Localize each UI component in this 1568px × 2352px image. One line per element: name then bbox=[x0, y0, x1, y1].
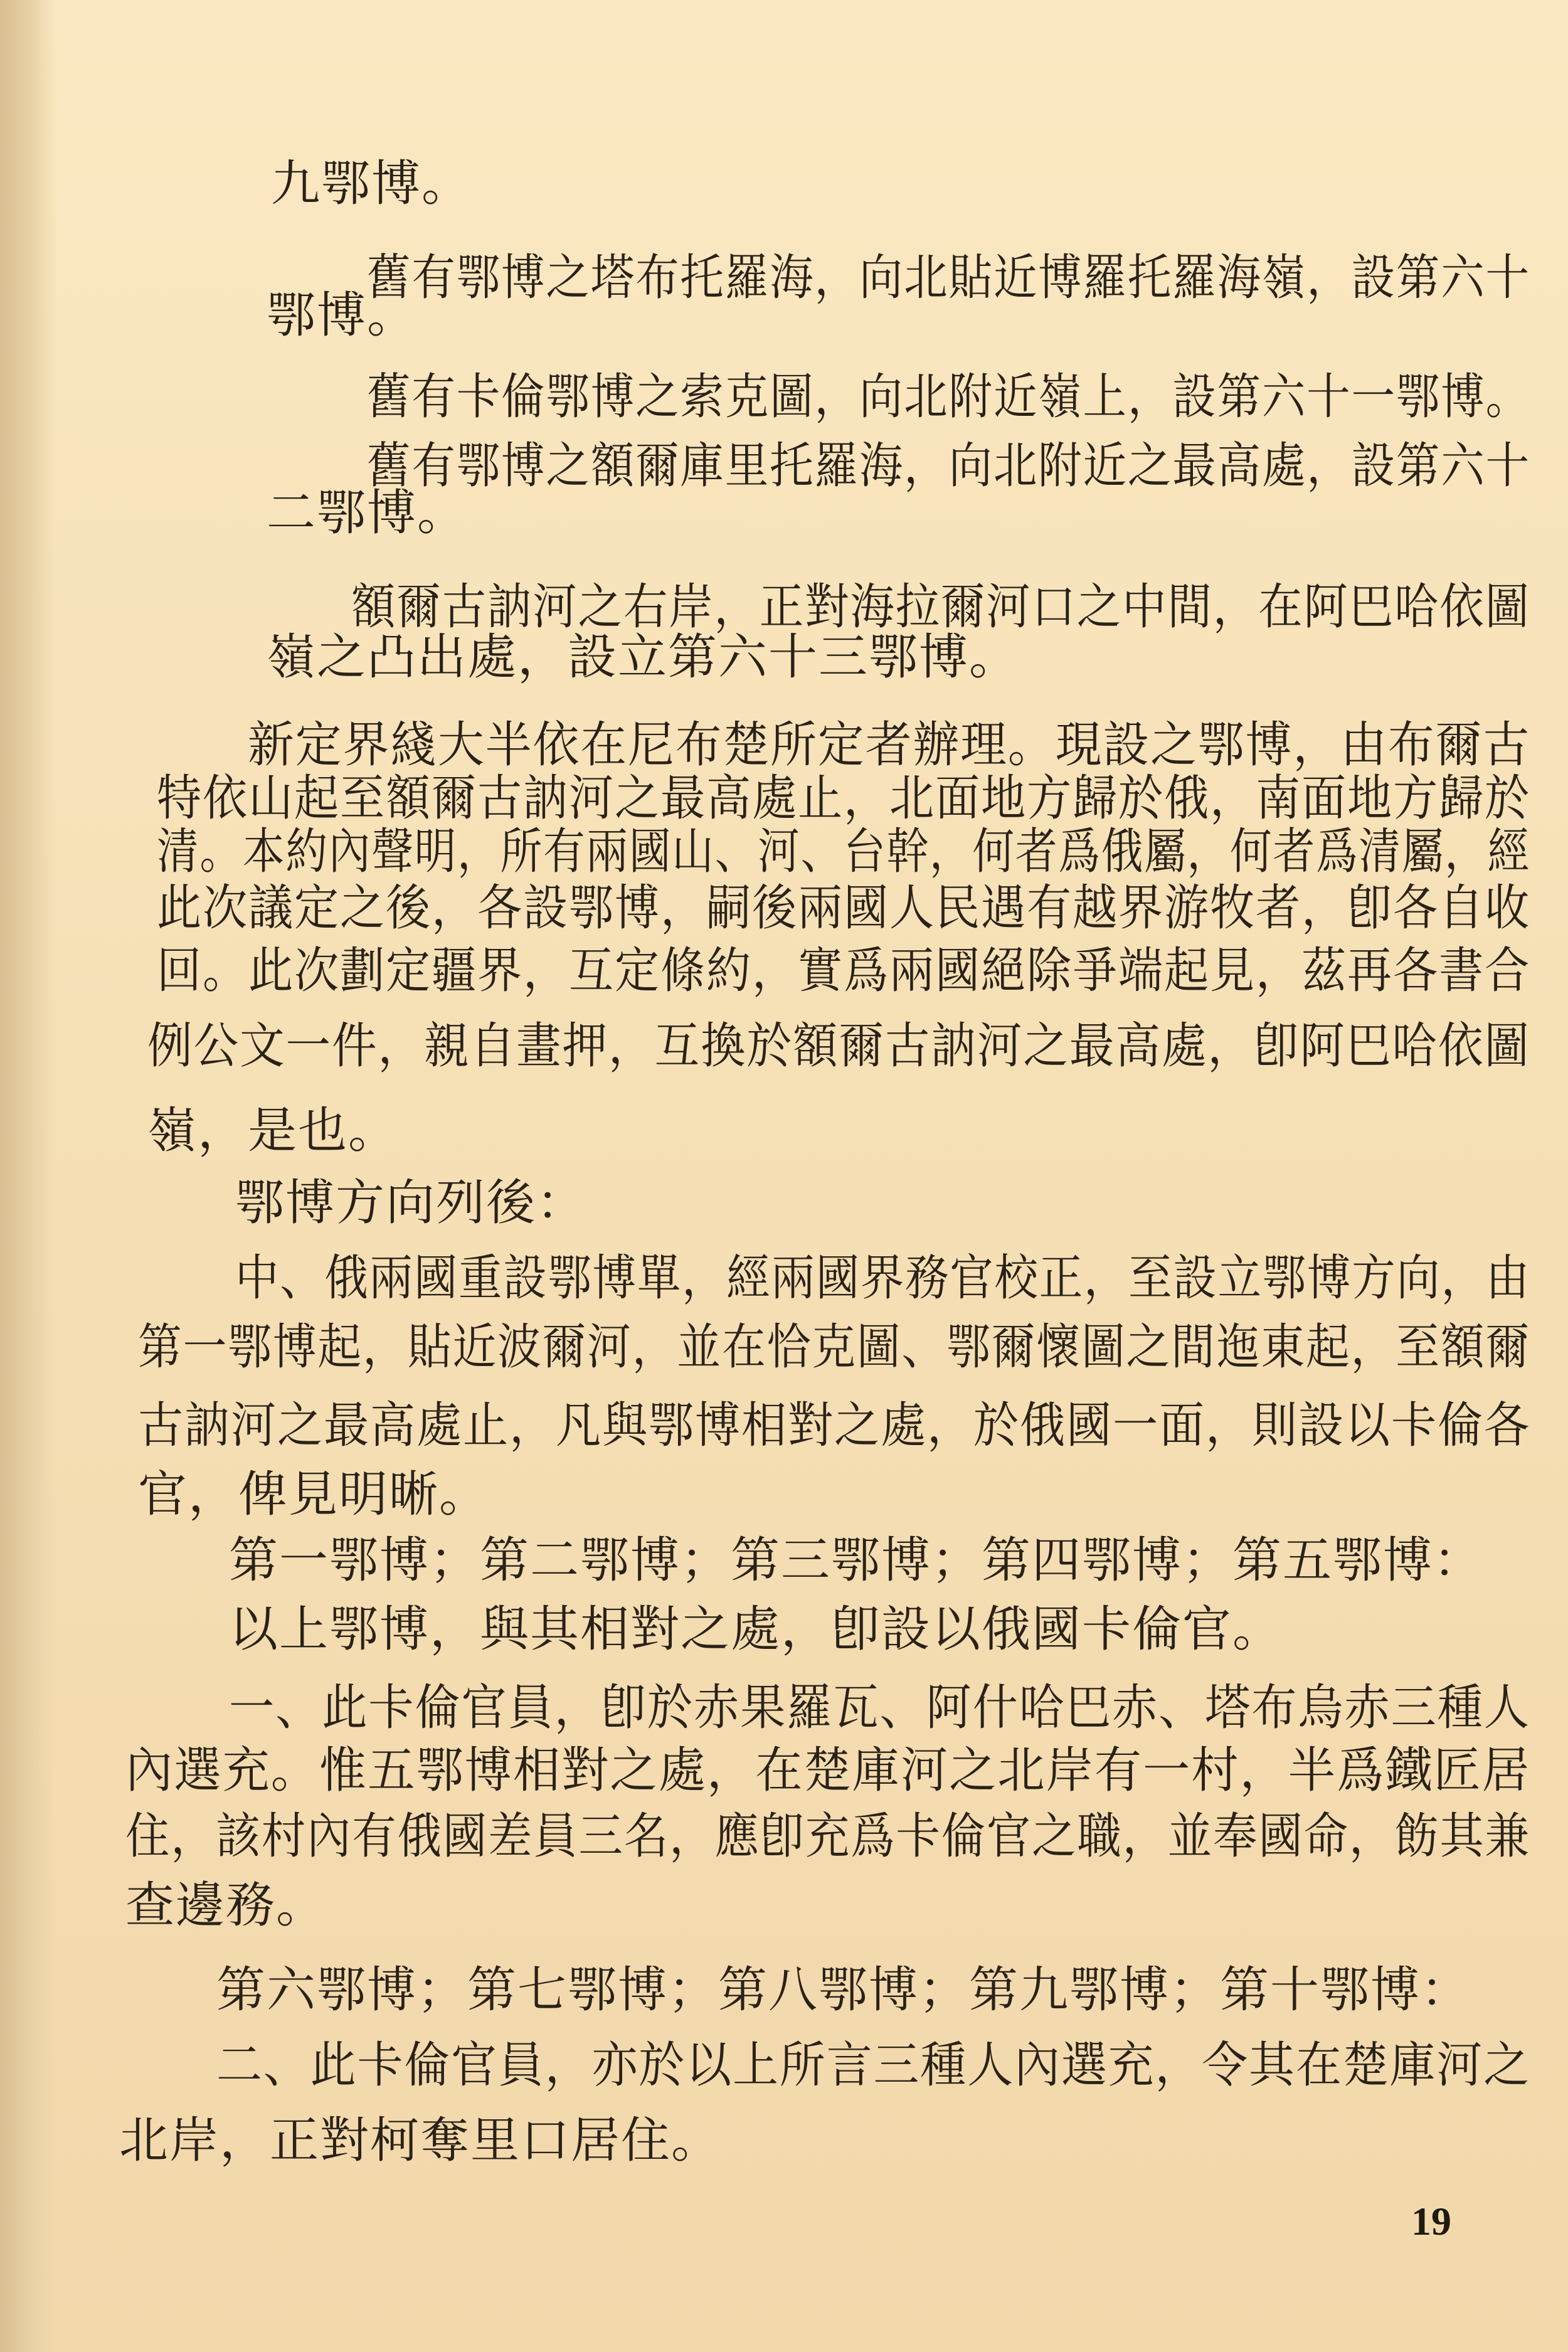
text-line: 九鄂博。 bbox=[271, 156, 472, 212]
text-line: 第一鄂博；第二鄂博；第三鄂博；第四鄂博；第五鄂博： bbox=[229, 1532, 1484, 1589]
text-line: 此次議定之後，各設鄂博，嗣後兩國人民遇有越界游牧者，卽各自收 bbox=[157, 880, 1531, 936]
text-line: 舊有鄂博之塔布托羅海，向北貼近博羅托羅海嶺，設第六十 bbox=[367, 250, 1530, 306]
text-line: 官，俾見明晰。 bbox=[138, 1466, 490, 1523]
text-line: 額爾古訥河之右岸，正對海拉爾河口之中間，在阿巴哈依圖 bbox=[351, 579, 1530, 635]
text-line: 舊有鄂博之額爾庫里托羅海，向北附近之最高處，設第六十 bbox=[367, 438, 1530, 494]
text-line: 舊有卡倫鄂博之索克圖，向北附近嶺上，設第六十一鄂博。 bbox=[367, 369, 1530, 425]
text-line: 回。此次劃定疆界，互定條約，實爲兩國絕除爭端起見，茲再各書合 bbox=[157, 943, 1531, 999]
text-line: 古訥河之最高處止，凡與鄂博相對之處，於俄國一面，則設以卡倫各 bbox=[138, 1397, 1531, 1454]
text-line: 第一鄂博起，貼近波爾河，並在恰克圖、鄂爾懷圖之間迤東起，至額爾 bbox=[138, 1319, 1531, 1375]
text-line: 住，該村內有俄國差員三名，應卽充爲卡倫官之職，並奉國命，飭其兼 bbox=[125, 1808, 1530, 1865]
text-line: 第六鄂博；第七鄂博；第八鄂博；第九鄂博；第十鄂博： bbox=[216, 1962, 1471, 2018]
text-line: 北岸，正對柯奪里口居住。 bbox=[119, 2112, 722, 2169]
page-number: 19 bbox=[1411, 2199, 1451, 2243]
text-line: 內選充。惟五鄂博相對之處，在楚庫河之北岸有一村，半爲鐵匠居 bbox=[125, 1742, 1530, 1799]
text-line: 一、此卡倫官員，卽於赤果羅瓦、阿什哈巴赤、塔布烏赤三種人 bbox=[229, 1680, 1530, 1736]
page-spine-shadow bbox=[0, 0, 56, 2352]
text-line: 特依山起至額爾古訥河之最高處止，北面地方歸於俄，南面地方歸於 bbox=[157, 770, 1531, 827]
text-line: 嶺之凸出處，設立第六十三鄂博。 bbox=[267, 629, 1020, 686]
text-line: 二鄂博。 bbox=[267, 485, 468, 541]
text-line: 清。本約內聲明，所有兩國山、河、台幹，何者爲俄屬，何者爲清屬，經 bbox=[157, 824, 1531, 880]
text-line: 以上鄂博，與其相對之處，卽設以俄國卡倫官。 bbox=[229, 1601, 1283, 1658]
text-line: 鄂博。 bbox=[267, 287, 418, 344]
text-line: 嶺，是也。 bbox=[147, 1103, 399, 1159]
text-line: 例公文一件，親自畫押，互換於額爾古訥河之最高處，卽阿巴哈依圖 bbox=[147, 1018, 1530, 1074]
text-line: 鄂博方向列後： bbox=[235, 1175, 587, 1231]
text-line: 新定界綫大半依在尼布楚所定者辦理。現設之鄂博，由布爾古 bbox=[248, 717, 1531, 773]
text-line: 中、俄兩國重設鄂博單，經兩國界務官校正，至設立鄂博方向，由 bbox=[235, 1250, 1531, 1306]
text-line: 查邊務。 bbox=[125, 1877, 327, 1934]
text-line: 二、此卡倫官員，亦於以上所言三種人內選充，令其在楚庫河之 bbox=[216, 2037, 1531, 2094]
